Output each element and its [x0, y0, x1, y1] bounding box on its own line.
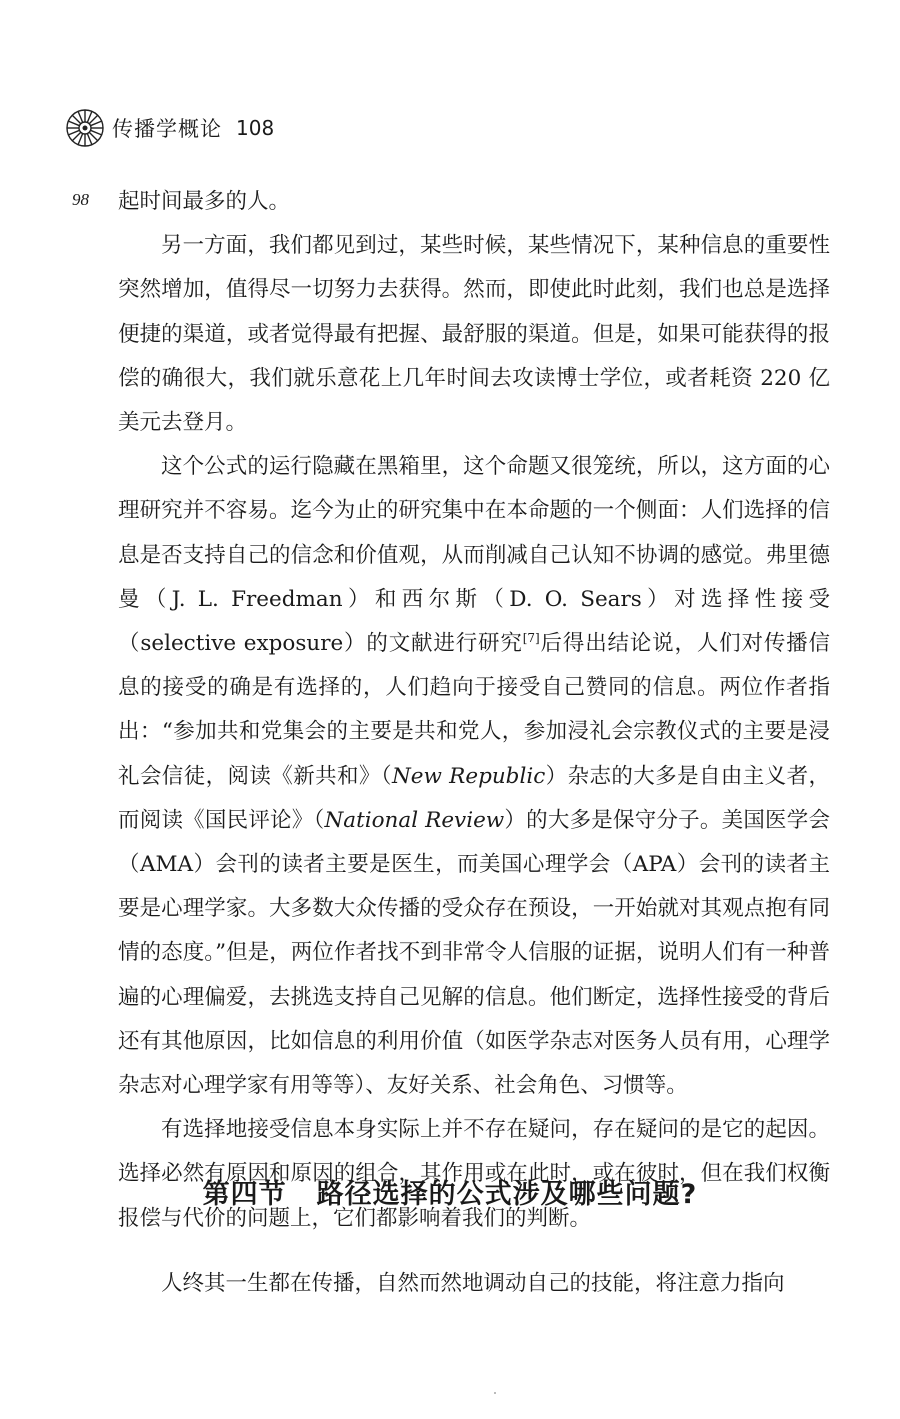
paragraph — [118, 445, 830, 1108]
running-header — [64, 106, 274, 150]
page-number: 108 — [236, 116, 275, 140]
footnote-reference: [7] — [522, 630, 540, 645]
italic-title: National Review — [324, 807, 505, 833]
section-label: 第四节 — [202, 1179, 287, 1210]
section-heading — [0, 1172, 900, 1211]
paragraph-text: ）的大多是保守分子。美国医学会（AMA）会刊的读者主要是医生，而美国心理学会（APA）会刊的读者主要是心理学家。大多数大众传播的受众存在预设，一开始就对其观点抱有同情的态度。”但是，两位作者找不到非常令人信服的证据，说明人们有一种普遍的心理偏爱，去挑选支持自己见解的信息。他们断定，选择性接受的背后还有其他原因，比如信息的利用价值（如医学杂志对医务人员有用，心理学杂志对心理学家有用等等）、友好关系、社会角色、习惯等。 — [118, 807, 830, 1099]
paragraph-text: 后得出结论说，人们对传播信息的接受的确是有选择的，人们趋向于接受自己赞同的信息。两位作者指出：“参加共和党集会的主要是共和党人，参加浸礼会宗教仪式的主要是浸礼会信徒，阅读《新共和》（ — [118, 631, 830, 789]
scan-speck — [494, 1392, 496, 1394]
margin-page-note: 98 — [72, 190, 89, 209]
italic-title: New Republic — [391, 763, 546, 789]
paragraph-text: 这个公式的运行隐藏在黑箱里，这个命题又很笼统，所以，这方面的心理研究并不容易。迄今为止的研究集中在本命题的一个侧面：人们选择的信息是否支持自己的信念和价值观，从而削减自己认知不协调的感觉。弗里德曼（J. L. Freedman）和西尔斯（D. O. Sears）对选择性接受（selective exposure）的文献进行研究 — [118, 454, 830, 657]
paragraph: 有选择地接受信息本身实际上并不存在疑问，存在疑问的是它的起因。选择必然有原因和原因的组合，其作用或在此时，或在彼时，但在我们权衡报偿与代价的问题上，它们都影响着我们的判断。 — [118, 1117, 830, 1231]
section-title-text: 路径选择的公式涉及哪些问题? — [316, 1179, 698, 1210]
sunflower-emblem-icon — [64, 107, 106, 149]
paragraph: 另一方面，我们都见到过，某些时候，某些情况下，某种信息的重要性突然增加，值得尽一切努力去获得。然而，即使此时此刻，我们也总是选择便捷的渠道，或者觉得最有把握、最舒服的渠道。但是，如果可能获得的报偿的确很大，我们就乐意花上几年时间去攻读博士学位，或者耗资 220 亿美元去登月。 — [118, 233, 830, 436]
paragraph-continuation: 起时间最多的人。 — [118, 189, 291, 214]
book-title: 传播学概论 — [112, 117, 222, 141]
paragraph-text: ）杂志的大多是自由主义者，而阅读《国民评论》（ — [118, 763, 830, 833]
body-text — [118, 180, 830, 1241]
paragraph: 人终其一生都在传播，自然而然地调动自己的技能，将注意力指向 — [161, 1271, 785, 1296]
